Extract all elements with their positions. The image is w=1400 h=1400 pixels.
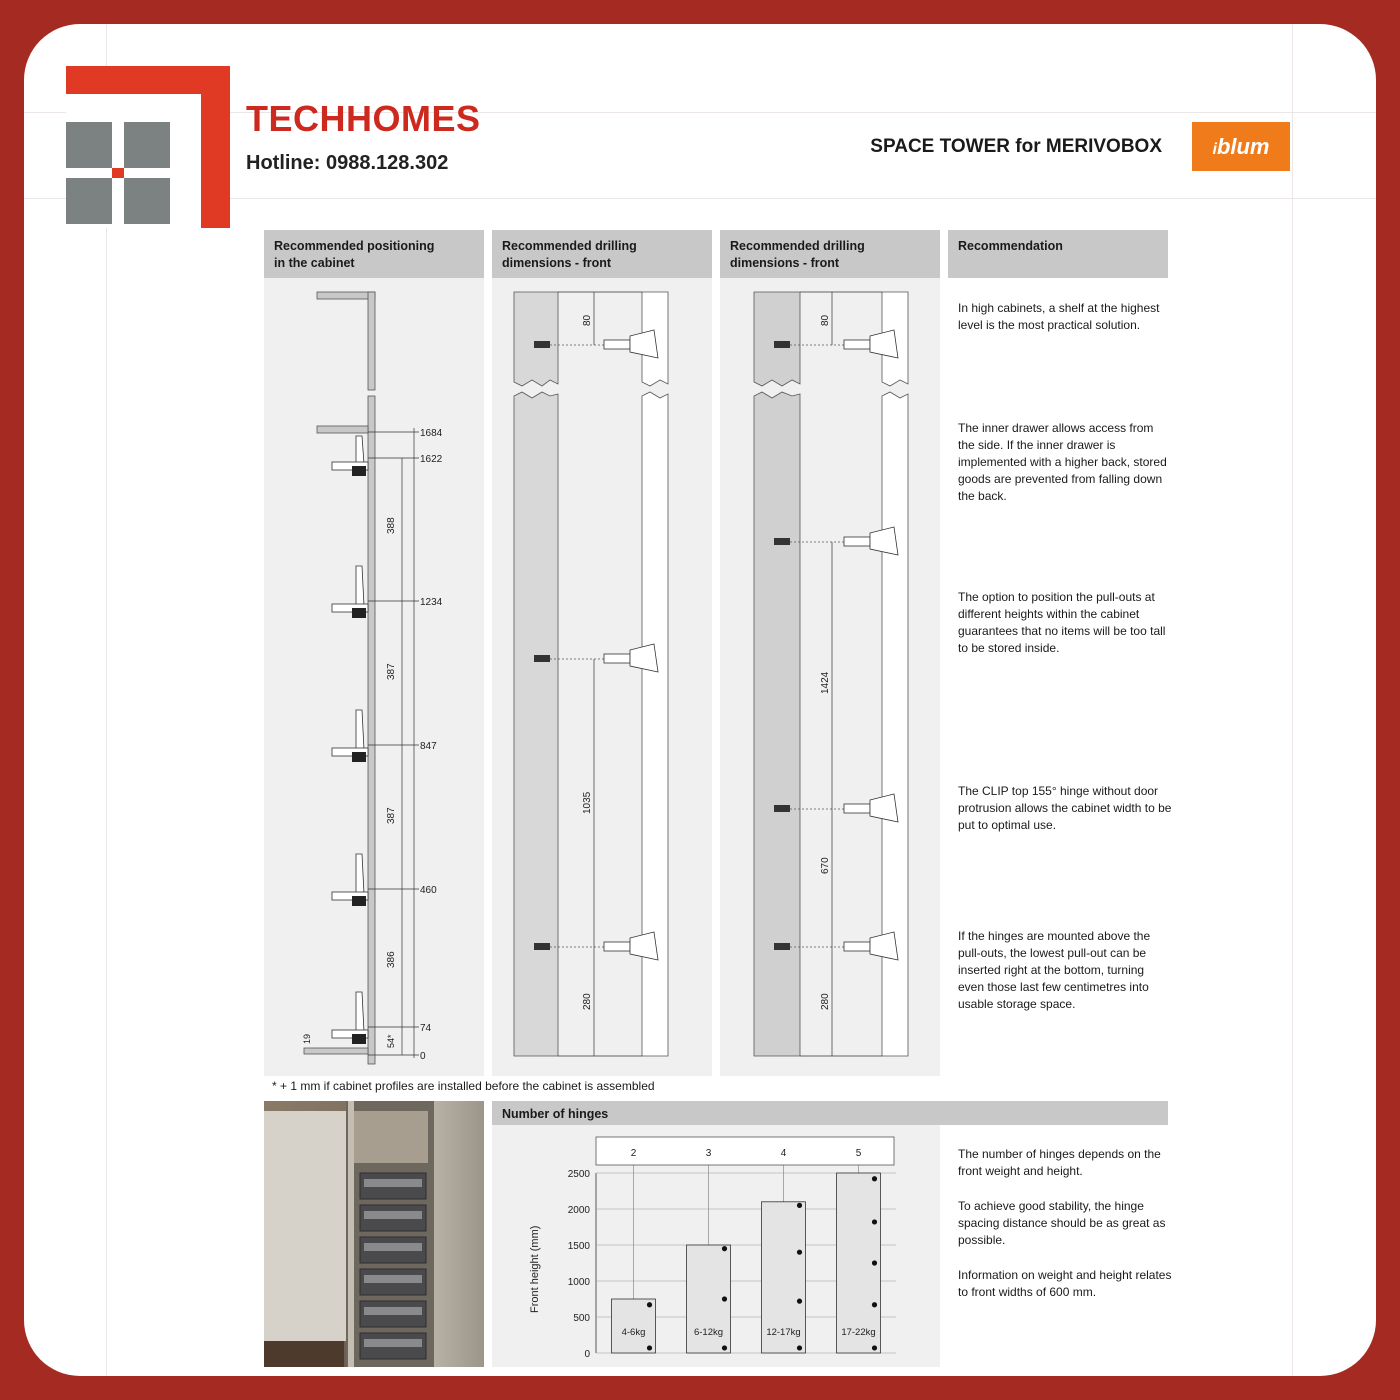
level-460: 460	[420, 885, 437, 896]
dim-a-280: 280	[582, 993, 593, 1010]
level-847: 847	[420, 741, 437, 752]
hinge-dot	[722, 1246, 727, 1251]
hinge-dot	[797, 1299, 802, 1304]
drawer-4	[332, 854, 368, 906]
hinge-count-label: 2	[630, 1148, 637, 1159]
level-0: 0	[420, 1051, 426, 1062]
y-tick-label: 1500	[567, 1241, 590, 1252]
hinge-dot	[647, 1345, 652, 1350]
col-header-positioning: Recommended positioning in the cabinet	[264, 230, 484, 278]
dim-a-1035: 1035	[582, 791, 593, 814]
hinge-count-label: 3	[705, 1148, 712, 1159]
spacing-54: 54*	[386, 1034, 396, 1048]
y-tick-label: 500	[573, 1313, 590, 1324]
drawer-3	[332, 710, 368, 762]
footnote: * + 1 mm if cabinet profiles are installed before the cabinet is assembled	[272, 1079, 655, 1093]
hinge-dot	[797, 1203, 802, 1208]
level-1622: 1622	[420, 454, 443, 465]
cabinet-photo	[264, 1101, 484, 1367]
y-tick-label: 1000	[567, 1277, 590, 1288]
positioning-panel	[264, 278, 484, 1076]
dim-b-670: 670	[820, 857, 831, 874]
dim-a-80: 80	[582, 314, 593, 326]
level-74: 74	[420, 1023, 432, 1034]
hinge-dot	[797, 1250, 802, 1255]
base-19: 19	[302, 1033, 312, 1044]
drilling-diagram-b	[720, 278, 940, 1076]
hotline: Hotline: 0988.128.302	[246, 152, 449, 174]
y-tick-label: 2500	[567, 1169, 590, 1180]
hinge-count-label: 5	[855, 1148, 862, 1159]
col-header-hinges: Number of hinges	[492, 1101, 1168, 1125]
spacing-387b: 387	[386, 807, 397, 824]
hinge-dot	[797, 1345, 802, 1350]
hinge-dot	[872, 1176, 877, 1181]
bar-weight-label: 6-12kg	[693, 1327, 724, 1338]
drilling-panel-a	[492, 278, 712, 1076]
document-title: SPACE TOWER for MERIVOBOX	[870, 136, 1162, 157]
recommendation-4: The CLIP top 155° hinge without door protrusion allows the cabinet width to be put to optimal use.	[958, 784, 1172, 832]
recommendation-5: If the hinges are mounted above the pull-outs, the lowest pull-out can be inserted right at the bottom, turning even those last few centimetres into usable storage space.	[958, 929, 1151, 1011]
hinge-dot	[722, 1296, 727, 1301]
hinges-chart	[492, 1125, 940, 1367]
level-1234: 1234	[420, 597, 443, 608]
brand-name: TECHHOMES	[246, 98, 481, 139]
spacing-387a: 387	[386, 663, 397, 680]
recommendation-2: The inner drawer allows access from the side. If the inner drawer is implemented with a higher back, stored goods are prevented from falling down the back.	[958, 421, 1167, 503]
hinge-note-1: The number of hinges depends on the front weight and height.	[958, 1147, 1161, 1178]
drawer-5	[332, 992, 368, 1044]
blum-logo: iblum	[1192, 122, 1290, 171]
hinge-dot	[722, 1345, 727, 1350]
hinge-count-label: 4	[780, 1148, 787, 1159]
recommendation-1: In high cabinets, a shelf at the highest level is the most practical solution.	[958, 301, 1160, 332]
drawer-2	[332, 566, 368, 618]
level-1684: 1684	[420, 428, 443, 439]
y-axis-label: Front height (mm)	[529, 1225, 541, 1313]
bar-weight-label: 17-22kg	[841, 1327, 876, 1338]
techhomes-logo	[66, 66, 230, 228]
recommendation-3: The option to position the pull-outs at different heights within the cabinet guarantees that no items will be too tall to be stored inside.	[958, 590, 1166, 655]
drawer-1	[332, 436, 368, 476]
page-card	[24, 24, 1376, 1376]
dim-b-280: 280	[820, 993, 831, 1010]
y-tick-label: 2000	[567, 1205, 590, 1216]
hinge-count-box	[596, 1137, 894, 1165]
hinge-dot	[872, 1302, 877, 1307]
col-header-recommendation: Recommendation	[948, 230, 1168, 278]
hinge-dot	[647, 1302, 652, 1307]
bar-weight-label: 4-6kg	[621, 1327, 646, 1338]
hinge-dot	[872, 1219, 877, 1224]
bar-weight-label: 12-17kg	[766, 1327, 801, 1338]
positioning-diagram	[264, 278, 484, 1076]
drilling-panel-b	[720, 278, 940, 1076]
spacing-386: 386	[386, 951, 397, 968]
hinge-note-2: To achieve good stability, the hinge spacing distance should be as great as possible.	[958, 1199, 1166, 1247]
hinge-dot	[872, 1260, 877, 1265]
y-tick-label: 0	[584, 1349, 590, 1360]
hinges-chart-panel	[492, 1125, 940, 1367]
col-header-drilling-2: Recommended drilling dimensions - front	[720, 230, 940, 278]
drilling-diagram-a	[492, 278, 712, 1076]
spacing-388: 388	[386, 517, 397, 534]
dim-b-80: 80	[820, 314, 831, 326]
col-header-drilling-1: Recommended drilling dimensions - front	[492, 230, 712, 278]
dim-b-1424: 1424	[820, 671, 831, 694]
hinge-dot	[872, 1345, 877, 1350]
hinge-note-3: Information on weight and height relates to front widths of 600 mm.	[958, 1268, 1172, 1299]
